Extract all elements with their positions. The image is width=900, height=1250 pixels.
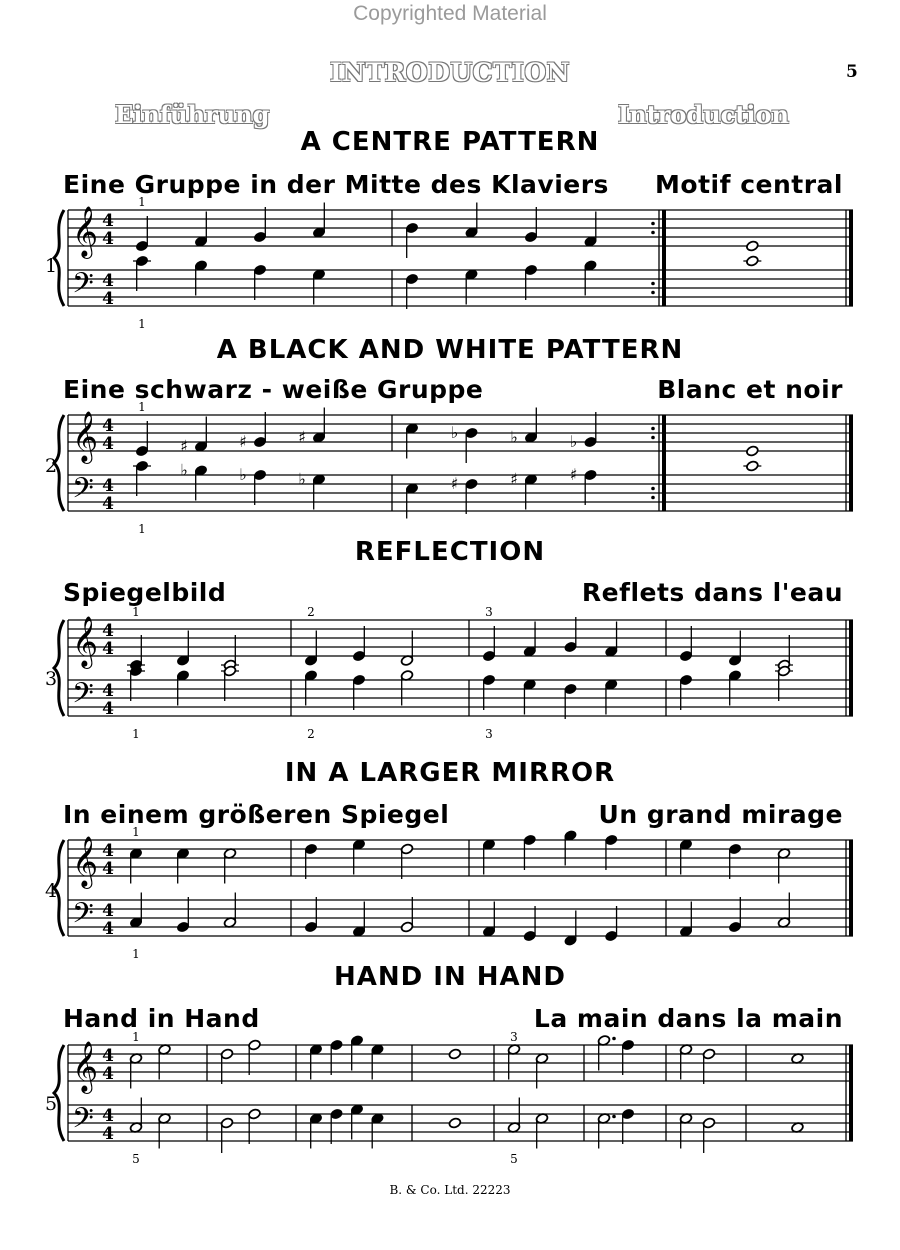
time-signature-denominator: 4	[102, 434, 114, 454]
page-number: 5	[846, 62, 858, 82]
note	[523, 679, 536, 715]
sharp-sign: ♯	[569, 465, 578, 484]
note	[253, 264, 266, 300]
piece-title: A CENTRE PATTERN	[300, 127, 600, 157]
note	[298, 408, 326, 447]
note	[176, 848, 189, 884]
treble-staff	[68, 620, 853, 656]
treble-staff	[68, 1045, 853, 1081]
note	[523, 906, 536, 942]
piece-title-german: Hand in Hand	[63, 1004, 260, 1033]
augmentation-dot	[612, 1037, 616, 1041]
note	[679, 626, 692, 662]
note	[535, 1113, 548, 1149]
notehead	[746, 445, 759, 457]
fingering-number: 1	[138, 195, 146, 209]
note	[304, 631, 317, 667]
piece-title-german: In einem größeren Spiegel	[63, 800, 450, 829]
piece-title: HAND IN HAND	[334, 962, 566, 992]
system-number: 3	[45, 668, 58, 690]
time-signature-numerator: 4	[102, 1106, 114, 1126]
note	[570, 465, 598, 505]
bass-clef: 𝄢	[72, 677, 94, 717]
time-signature-numerator: 4	[102, 476, 114, 496]
time-signature-denominator: 4	[102, 494, 114, 514]
note	[221, 635, 239, 671]
note	[728, 670, 741, 706]
note	[523, 622, 536, 658]
note	[223, 848, 236, 884]
note	[371, 1044, 384, 1080]
note	[352, 902, 365, 938]
sharp-sign: ♯	[298, 427, 306, 447]
note	[194, 260, 207, 296]
note	[597, 1113, 616, 1149]
note	[482, 674, 495, 710]
flat-sign: ♭	[569, 432, 578, 451]
note	[253, 207, 266, 243]
note	[400, 670, 413, 706]
time-signature-numerator: 4	[102, 841, 114, 861]
note	[746, 445, 759, 457]
note	[180, 417, 208, 456]
treble-clef: 𝄞	[72, 206, 99, 257]
note	[312, 269, 325, 305]
time-signature-denominator: 4	[102, 229, 114, 249]
note	[405, 273, 418, 309]
time-signature-numerator: 4	[102, 211, 114, 231]
note	[221, 665, 239, 701]
time-signature-denominator: 4	[102, 1124, 114, 1144]
flat-sign: ♭	[239, 465, 247, 484]
treble-clef: 𝄞	[72, 1041, 99, 1092]
time-signature-numerator: 4	[102, 1046, 114, 1066]
note	[129, 848, 142, 884]
time-signature-numerator: 4	[102, 681, 114, 701]
note	[679, 674, 692, 710]
note	[743, 460, 761, 472]
note	[330, 1108, 343, 1144]
note	[465, 269, 478, 305]
notehead	[746, 255, 759, 267]
fingering-number: 1	[132, 1030, 140, 1044]
note	[679, 1113, 692, 1149]
time-signature-denominator: 4	[102, 699, 114, 719]
note	[605, 906, 618, 942]
repeat-dot	[651, 496, 655, 500]
note	[465, 203, 478, 239]
piece-title-french: Un grand mirage	[598, 800, 843, 829]
note	[239, 412, 267, 451]
note	[352, 674, 365, 710]
note	[405, 222, 418, 258]
note	[248, 1108, 261, 1144]
note	[597, 1035, 616, 1071]
note	[400, 897, 413, 933]
note	[728, 843, 741, 879]
bass-clef: 𝄢	[72, 472, 94, 512]
section-heading-french: Introduction	[618, 100, 789, 129]
piece-title-french: Blanc et noir	[657, 375, 843, 404]
note	[405, 483, 418, 519]
fingering-number: 3	[485, 605, 493, 619]
repeat-dot	[651, 291, 655, 295]
note	[564, 911, 577, 947]
fingering-number: 1	[138, 317, 146, 331]
note	[220, 1048, 233, 1084]
note	[535, 1053, 548, 1089]
note	[482, 626, 495, 662]
music-system	[0, 605, 900, 755]
fingering-number: 1	[138, 400, 146, 414]
notehead	[746, 240, 759, 252]
note	[482, 839, 495, 875]
repeat-dot	[651, 487, 655, 491]
note	[127, 635, 145, 671]
note	[309, 1044, 322, 1080]
note	[350, 1104, 363, 1140]
time-signature-denominator: 4	[102, 639, 114, 659]
time-signature-denominator: 4	[102, 289, 114, 309]
note	[239, 465, 267, 505]
flat-sign: ♭	[180, 460, 188, 480]
sharp-sign: ♯	[180, 436, 188, 456]
repeat-dot	[651, 231, 655, 235]
note	[330, 1039, 343, 1075]
system-number: 4	[45, 880, 58, 902]
fingering-number: 5	[132, 1152, 140, 1166]
sharp-sign: ♯	[510, 469, 518, 489]
flat-sign: ♭	[450, 423, 459, 442]
note	[605, 834, 618, 870]
treble-clef: 𝄞	[72, 836, 99, 887]
flat-sign: ♭	[510, 427, 518, 447]
note	[448, 1117, 461, 1129]
note	[180, 461, 208, 501]
note	[129, 1098, 142, 1134]
sharp-sign: ♯	[239, 432, 247, 451]
note	[564, 617, 577, 653]
note	[524, 264, 537, 300]
watermark: Copyrighted Material	[353, 2, 547, 25]
note	[304, 843, 317, 879]
note	[158, 1113, 171, 1149]
note	[405, 423, 418, 459]
note	[702, 1048, 715, 1084]
piece-title: IN A LARGER MIRROR	[284, 758, 616, 788]
system-number: 2	[45, 455, 58, 477]
note	[570, 412, 598, 451]
fingering-number: 1	[132, 605, 140, 619]
music-system	[0, 195, 900, 340]
note	[304, 897, 317, 933]
note	[223, 893, 236, 929]
note	[679, 902, 692, 938]
note	[135, 421, 148, 457]
fingering-number: 5	[510, 1152, 518, 1166]
repeat-dot	[651, 222, 655, 226]
note	[352, 626, 365, 662]
note	[352, 839, 365, 875]
repeat-dot	[651, 282, 655, 286]
brace	[54, 210, 64, 306]
note	[679, 1044, 692, 1080]
augmentation-dot	[612, 1115, 616, 1119]
note	[510, 408, 538, 447]
note	[584, 212, 597, 248]
note	[743, 255, 761, 267]
fingering-number: 2	[307, 605, 315, 619]
note	[702, 1117, 715, 1153]
fingering-number: 3	[510, 1030, 518, 1044]
piece-title-french: Motif central	[655, 170, 843, 199]
note	[400, 631, 413, 667]
note	[158, 1044, 171, 1080]
piece-title-german: Eine schwarz - weiße Gruppe	[63, 375, 484, 404]
publisher-footer: B. & Co. Ltd. 22223	[389, 1183, 511, 1197]
note	[621, 1039, 634, 1075]
note	[129, 1053, 142, 1089]
system-number: 5	[45, 1093, 58, 1115]
treble-staff	[68, 210, 853, 246]
brace	[54, 840, 64, 936]
treble-clef: 𝄞	[72, 616, 99, 667]
note	[176, 631, 189, 667]
fingering-number: 1	[132, 947, 140, 961]
note	[777, 893, 790, 929]
system-number: 1	[45, 255, 58, 277]
bass-staff	[68, 475, 853, 511]
note	[451, 423, 479, 463]
note	[133, 255, 151, 291]
bass-clef: 𝄢	[72, 267, 94, 307]
note	[448, 1048, 461, 1060]
note	[728, 631, 741, 667]
note	[482, 902, 495, 938]
note	[523, 834, 536, 870]
time-signature-denominator: 4	[102, 919, 114, 939]
note	[135, 216, 148, 252]
sharp-sign: ♯	[450, 474, 459, 493]
note	[584, 260, 597, 296]
note	[451, 474, 479, 514]
piece-title-french: La main dans la main	[533, 1004, 843, 1033]
note	[775, 665, 793, 701]
note	[564, 683, 577, 719]
music-system	[0, 825, 900, 965]
piece-title-german: Eine Gruppe in der Mitte des Klaviers	[63, 170, 609, 199]
note	[220, 1117, 233, 1153]
notehead	[448, 1117, 461, 1129]
fingering-number: 1	[138, 522, 146, 536]
bass-staff	[68, 270, 853, 306]
notehead	[448, 1048, 461, 1060]
time-signature-numerator: 4	[102, 416, 114, 436]
flat-sign: ♭	[298, 469, 306, 489]
note	[127, 665, 145, 701]
piece-title: REFLECTION	[354, 537, 546, 567]
note	[507, 1098, 520, 1134]
note	[176, 670, 189, 706]
note	[775, 635, 793, 671]
note	[176, 897, 189, 933]
note	[304, 670, 317, 706]
note	[371, 1113, 384, 1149]
note	[350, 1035, 363, 1071]
repeat-dot	[651, 436, 655, 440]
note	[248, 1039, 261, 1075]
note	[312, 203, 325, 239]
fingering-number: 1	[132, 727, 140, 741]
treble-clef: 𝄞	[72, 411, 99, 462]
note	[621, 1108, 634, 1144]
repeat-dot	[651, 427, 655, 431]
time-signature-numerator: 4	[102, 901, 114, 921]
note	[194, 212, 207, 248]
time-signature-numerator: 4	[102, 271, 114, 291]
note	[605, 622, 618, 658]
piece-title-french: Reflets dans l'eau	[581, 578, 843, 607]
fingering-number: 1	[132, 825, 140, 839]
brace	[54, 620, 64, 716]
note	[309, 1113, 322, 1149]
section-heading: INTRODUCTION	[329, 58, 570, 87]
brace	[54, 1045, 64, 1141]
brace	[54, 415, 64, 511]
note	[133, 460, 151, 496]
note	[746, 240, 759, 252]
fingering-number: 2	[307, 727, 315, 741]
section-heading-german: Einführung	[115, 100, 270, 129]
piece-title-german: Spiegelbild	[63, 578, 227, 607]
note	[728, 897, 741, 933]
bass-staff	[68, 680, 853, 716]
note	[564, 830, 577, 866]
note	[679, 839, 692, 875]
time-signature-numerator: 4	[102, 621, 114, 641]
piece-title: A BLACK AND WHITE PATTERN	[216, 335, 684, 365]
note	[507, 1044, 520, 1080]
note	[605, 679, 618, 715]
notehead	[746, 460, 759, 472]
note	[777, 848, 790, 884]
fingering-number: 3	[485, 727, 493, 741]
time-signature-denominator: 4	[102, 859, 114, 879]
note	[400, 843, 413, 879]
bass-clef: 𝄢	[72, 897, 94, 937]
time-signature-denominator: 4	[102, 1064, 114, 1084]
music-system	[0, 1030, 900, 1180]
note	[129, 893, 142, 929]
music-system	[0, 400, 900, 540]
note	[524, 207, 537, 243]
bass-clef: 𝄢	[72, 1102, 94, 1142]
